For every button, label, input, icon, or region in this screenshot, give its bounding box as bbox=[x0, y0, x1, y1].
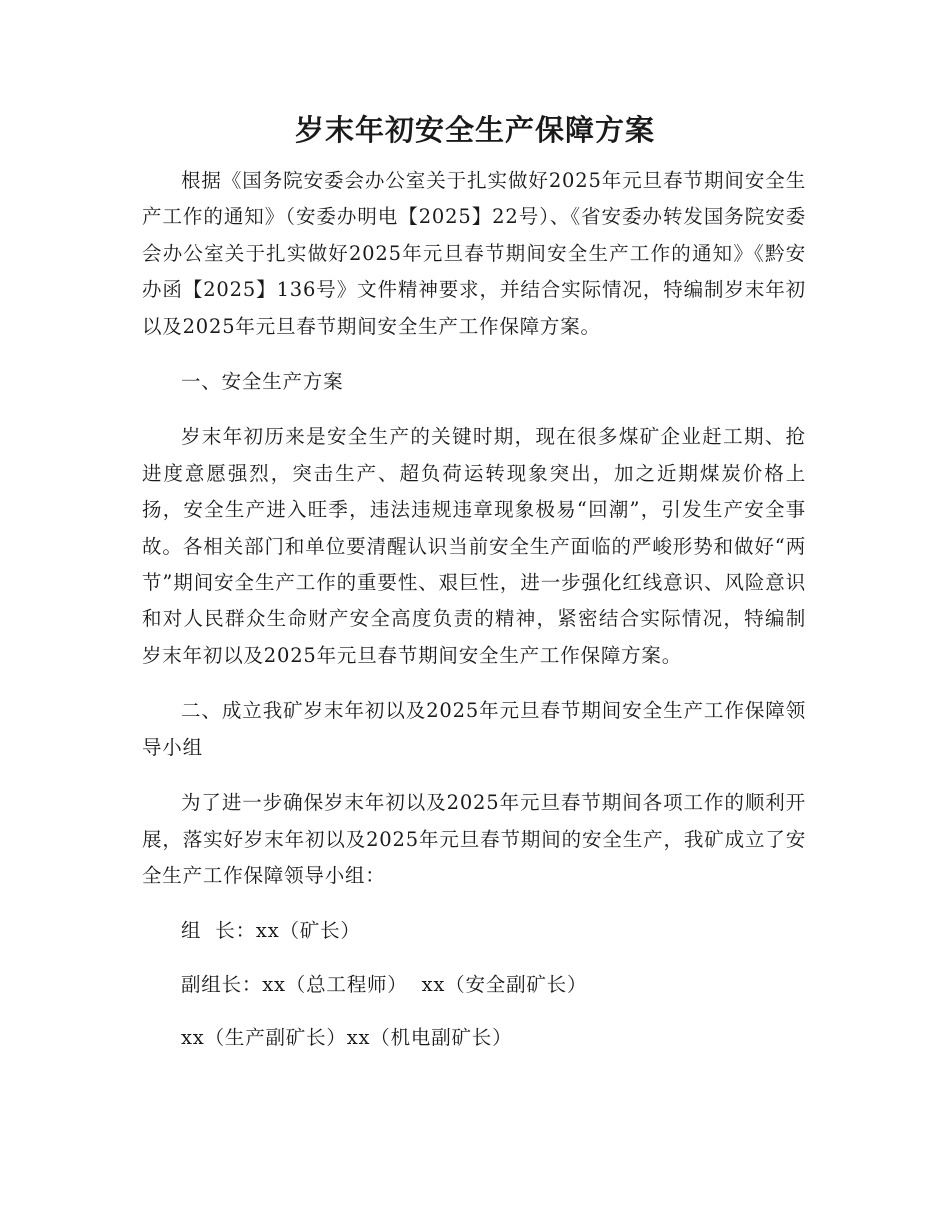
document-title: 岁末年初安全生产保障方案 bbox=[294, 113, 655, 147]
leader-line: 组 长：xx（矿长） bbox=[181, 919, 361, 943]
document-body bbox=[142, 163, 806, 1057]
intro-paragraph: 根据《国务院安委会办公室关于扎实做好2025年元旦春节期间安全生产工作的通知》（安委办明电【2025】22号）、《省安委办转发国务院安委会办公室关于扎实做好2025年元旦春节期间安全生产工作的通知》《黔安办函【2025】136号》文件精神要求，并结合实际情况，特编制岁末年初以及2025年元旦春节期间安全生产工作保障方案。 bbox=[142, 169, 806, 338]
body-paragraph: 岁末年初历来是安全生产的关键时期，现在很多煤矿企业赶工期、抢进度意愿强烈，突击生产、超负荷运转现象突出，加之近期煤炭价格上扬，安全生产进入旺季，违法违规违章现象极易“回潮”，引发生产安全事故。各相关部门和单位要清醒认识当前安全生产面临的严峻形势和做好“两节”期间安全生产工作的重要性、艰巨性，进一步强化红线意识、风险意识和对人民群众生命财产安全高度负责的精神，紧密结合实际情况，特编制岁末年初以及2025年元旦春节期间安全生产工作保障方案。 bbox=[142, 425, 806, 667]
section-heading-1: 一、安全生产方案 bbox=[181, 370, 344, 394]
deputy-leader-line-continued: xx（生产副矿长）xx（机电副矿长） bbox=[181, 1026, 513, 1050]
section-heading-2: 二、成立我矿岁末年初以及2025年元旦春节期间安全生产工作保障领导小组 bbox=[142, 699, 806, 759]
deputy-leader-line: 副组长：xx（总工程师） xx（安全副矿长） bbox=[181, 972, 588, 996]
body-paragraph: 为了进一步确保岁末年初以及2025年元旦春节期间各项工作的顺利开展，落实好岁末年初以及2025年元旦春节期间的安全生产，我矿成立了安全生产工作保障领导小组： bbox=[142, 791, 806, 887]
